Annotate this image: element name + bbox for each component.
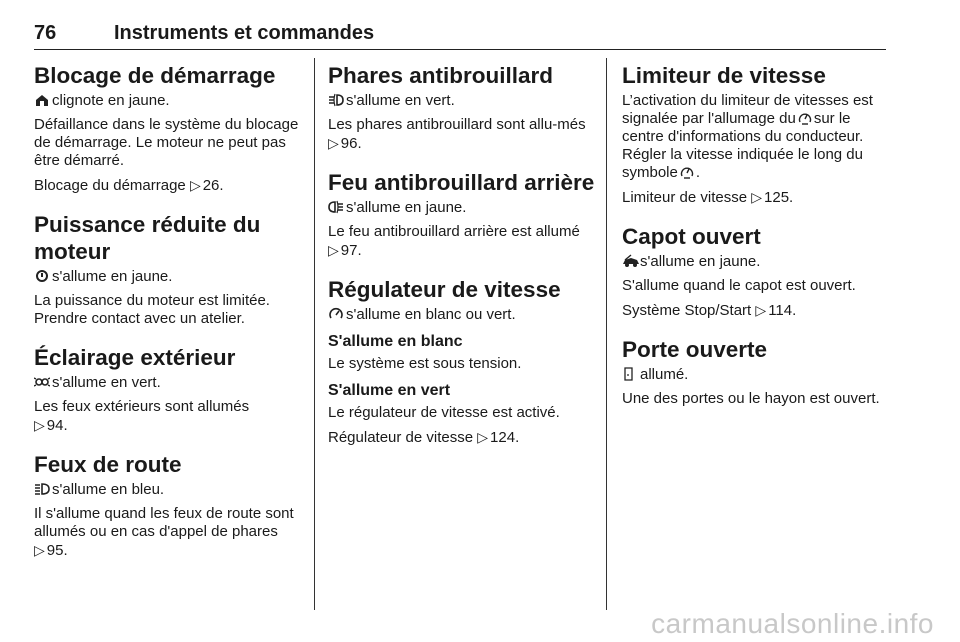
- body-text: Il s'allume quand les feux de route sont allumés ou en cas d'appel de phares ▷ 95.: [34, 505, 294, 559]
- section-heading: Phares antibrouillard: [328, 63, 554, 88]
- cross-reference: Blocage du démarrage ▷ 26.: [34, 177, 224, 194]
- section-heading: Feux de route: [34, 452, 182, 477]
- sub-heading: S'allume en blanc: [328, 333, 463, 350]
- section-heading: Blocage de démarrage: [34, 63, 276, 88]
- door-open-icon: [622, 367, 638, 381]
- body-text: Les phares antibrouillard sont allu-més ▷ 96.: [328, 116, 586, 152]
- section-heading: Limiteur de vitesse: [622, 63, 826, 88]
- section-heading: Capot ouvert: [622, 224, 761, 249]
- column-divider: [314, 58, 315, 610]
- running-title: Instruments et commandes: [114, 22, 375, 44]
- column-1: [34, 62, 302, 566]
- column-3: [622, 62, 890, 414]
- immobilizer-icon: [34, 93, 50, 107]
- indicator-line: s'allume en vert.: [328, 92, 596, 110]
- header-divider: [34, 49, 886, 50]
- body-text: Les feux extérieurs sont allumés ▷ 94.: [34, 398, 250, 434]
- indicator-line: allumé.: [622, 366, 890, 384]
- page-ref-arrow-icon: ▷: [751, 189, 763, 205]
- page-ref-arrow-icon: ▷: [328, 242, 339, 258]
- speed-limiter-icon: [680, 165, 694, 179]
- section-heading: Feu antibrouillard arrière: [328, 170, 595, 195]
- cross-reference: Régulateur de vitesse ▷ 124.: [328, 429, 520, 446]
- body-text: Le régulateur de vitesse est activé.: [328, 404, 560, 421]
- indicator-line: s'allume en jaune.: [622, 253, 890, 271]
- cross-reference: Limiteur de vitesse ▷ 125.: [622, 189, 794, 206]
- sub-heading: S'allume en vert: [328, 382, 451, 399]
- page-ref-arrow-icon: ▷: [755, 302, 767, 318]
- body-text: La puissance du moteur est limitée. Prendre contact avec un atelier.: [34, 292, 270, 327]
- section-heading: Éclairage extérieur: [34, 345, 236, 370]
- indicator-line: s'allume en jaune.: [34, 268, 302, 286]
- page-ref-arrow-icon: ▷: [477, 429, 489, 445]
- reduced-power-icon: [34, 269, 50, 283]
- page-header: [34, 22, 886, 50]
- page-ref-arrow-icon: ▷: [34, 417, 45, 433]
- body-text: Défaillance dans le système du blocage de démarrage. Le moteur ne peut pas être démarré.: [34, 116, 299, 169]
- hood-open-icon: [622, 254, 638, 268]
- column-divider: [606, 58, 607, 610]
- page-number: 76: [34, 22, 57, 44]
- section-heading: Puissance réduite du moteur: [34, 212, 261, 264]
- speed-limiter-icon: [798, 111, 812, 125]
- body-text: S'allume quand le capot est ouvert.: [622, 277, 856, 294]
- section-heading: Porte ouverte: [622, 337, 768, 362]
- indicator-line: s'allume en bleu.: [34, 481, 302, 499]
- indicator-line: s'allume en vert.: [34, 374, 302, 392]
- rear-fog-icon: [328, 200, 344, 214]
- section-heading: Régulateur de vitesse: [328, 277, 561, 302]
- page-ref-arrow-icon: ▷: [328, 135, 339, 151]
- indicator-line: clignote en jaune.: [34, 92, 302, 110]
- cross-reference: Système Stop/Start ▷ 114.: [622, 302, 797, 319]
- front-fog-icon: [328, 93, 344, 107]
- page-ref-arrow-icon: ▷: [34, 542, 45, 558]
- column-2: [328, 62, 596, 453]
- cruise-control-icon: [328, 307, 344, 321]
- exterior-light-icon: [34, 375, 50, 389]
- watermark: carmanualsonline.info: [651, 608, 934, 639]
- high-beam-icon: [34, 482, 50, 496]
- body-text: Le feu antibrouillard arrière est allumé ▷ 97.: [328, 223, 580, 259]
- indicator-line: s'allume en blanc ou vert.: [328, 306, 596, 324]
- body-text: Le système est sous tension.: [328, 355, 522, 372]
- body-text: Une des portes ou le hayon est ouvert.: [622, 390, 880, 407]
- indicator-line: s'allume en jaune.: [328, 199, 596, 217]
- body-text: L’activation du limiteur de vitesses est signalée par l'allumage du sur le centre d'informations du conducteur. Régler la vitesse indiquée le long du symbole .: [622, 92, 873, 181]
- page-ref-arrow-icon: ▷: [189, 177, 201, 193]
